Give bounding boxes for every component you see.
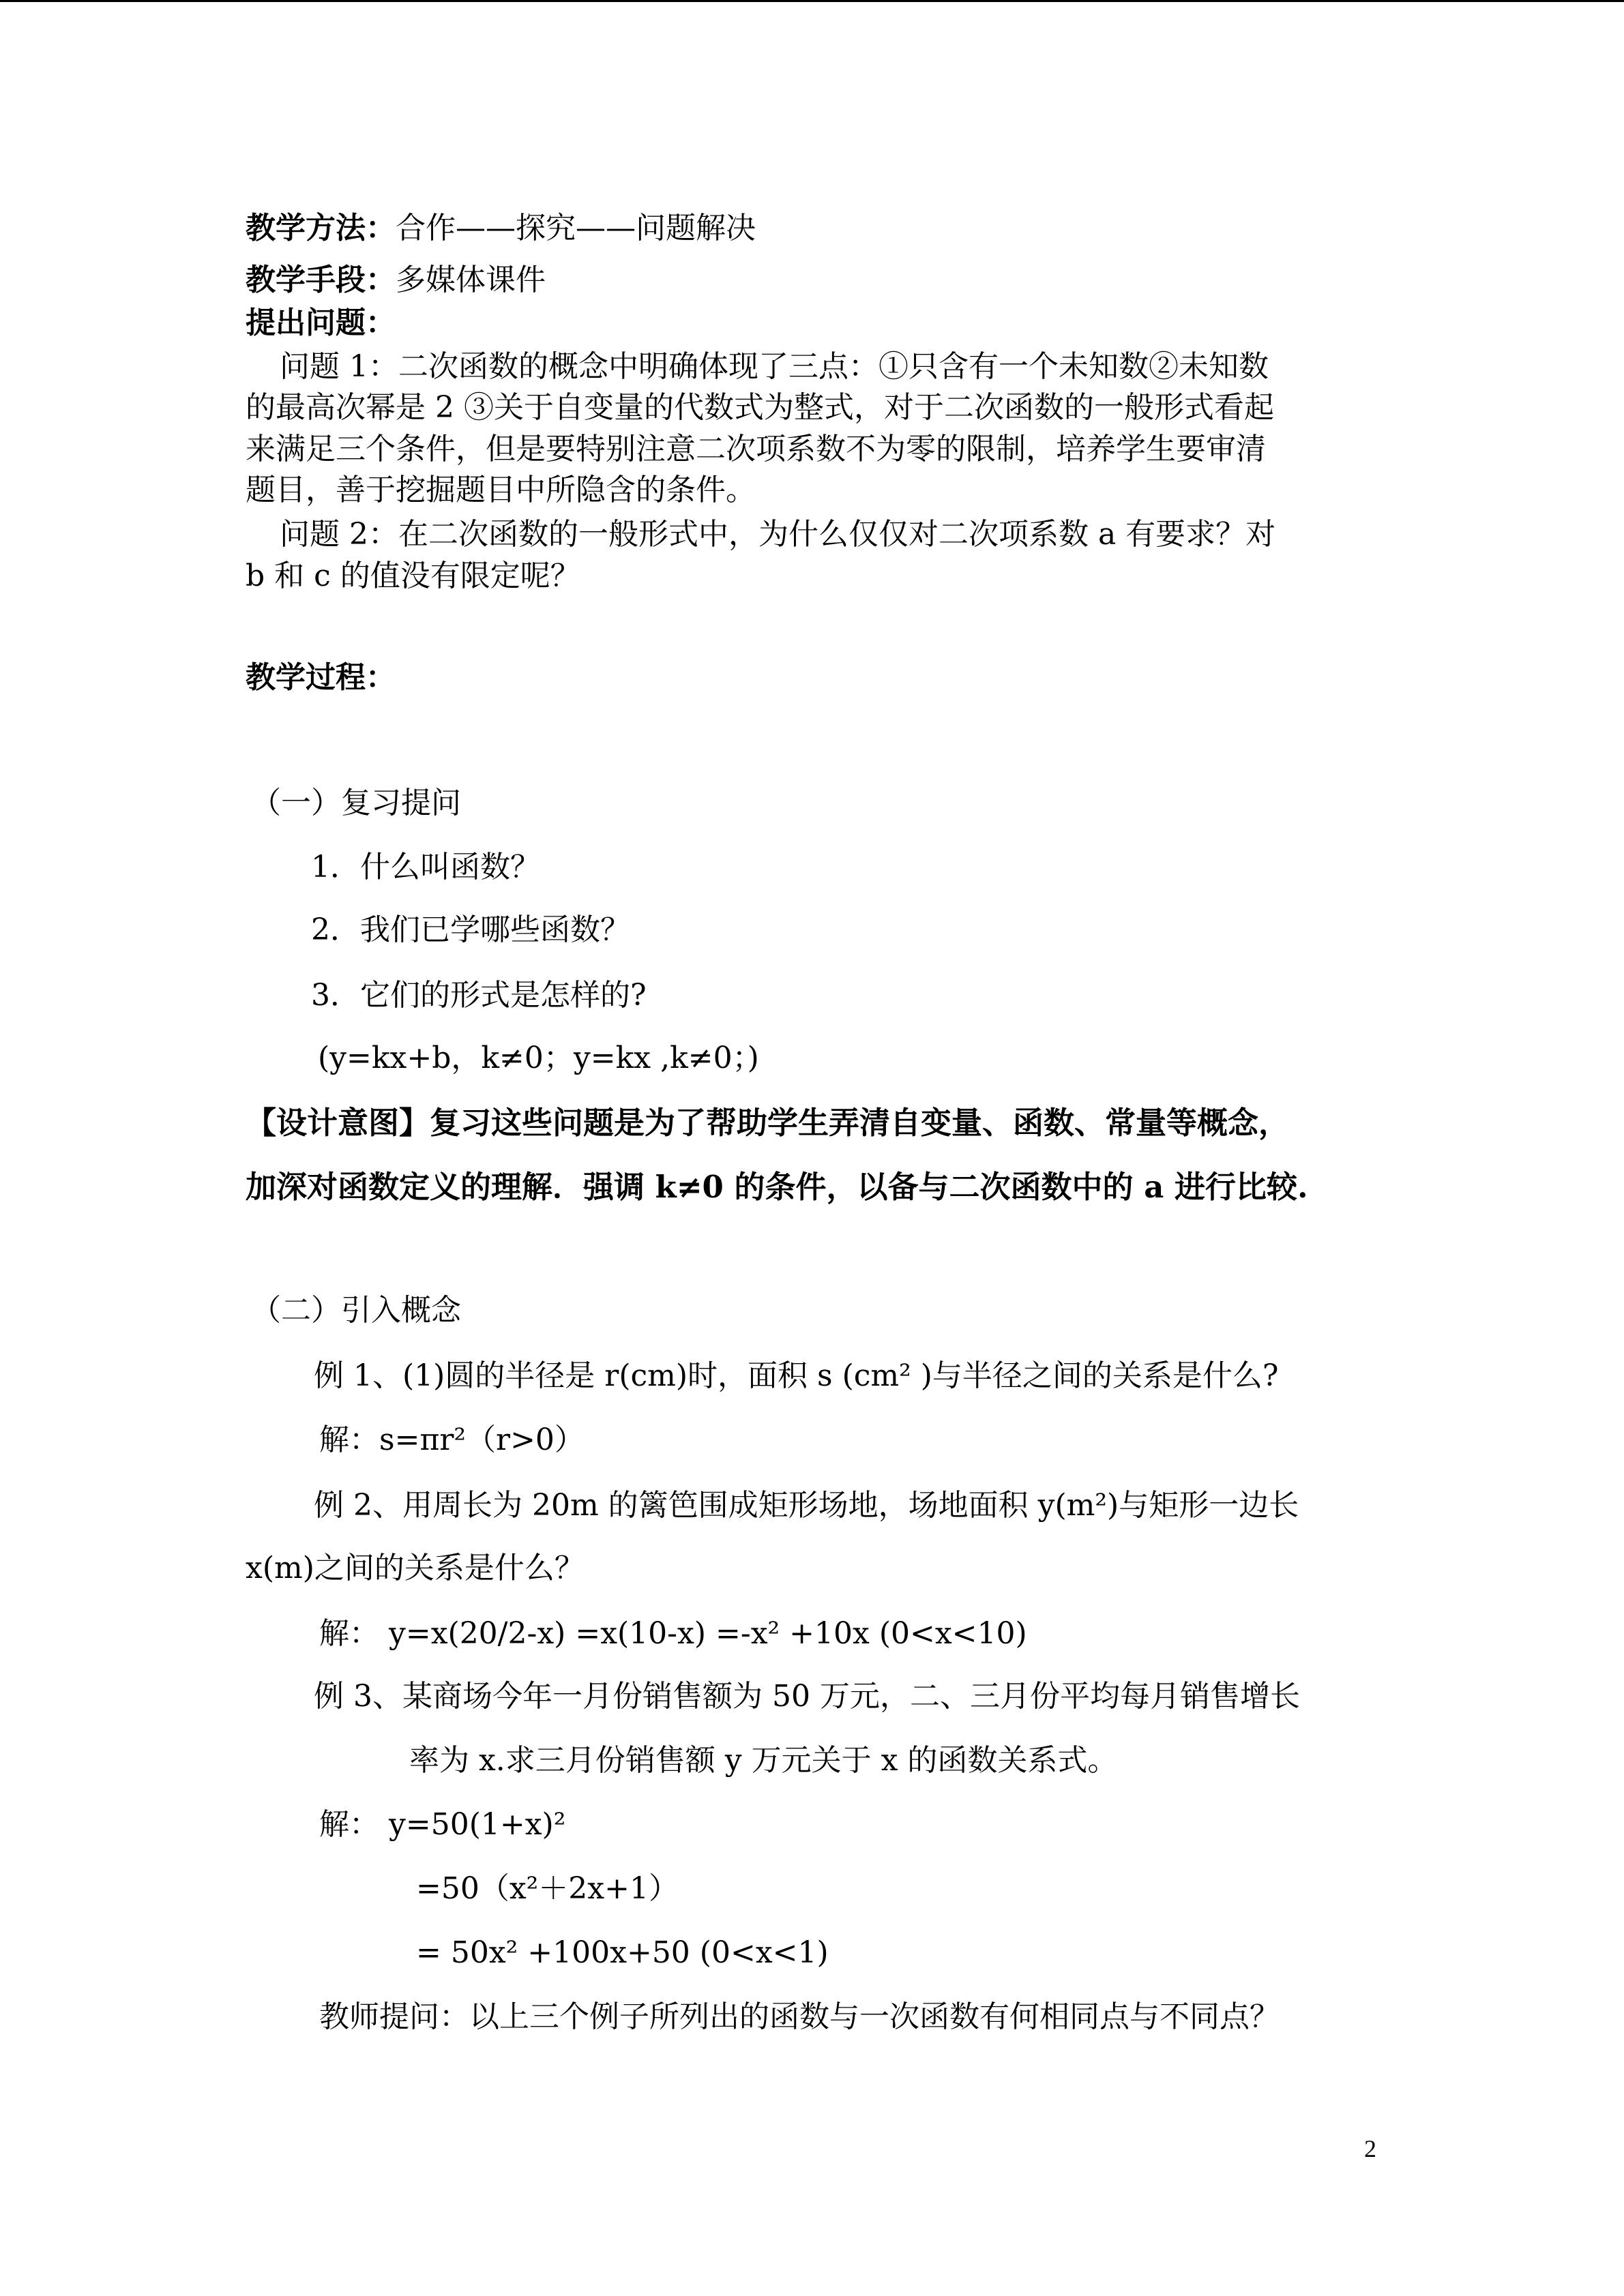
- method-label: 教学方法：: [246, 211, 396, 245]
- means-label: 教学手段：: [246, 263, 396, 297]
- review-item-1: 1．什么叫函数？: [311, 850, 540, 884]
- teacher-question: 教师提问：以上三个例子所列出的函数与一次函数有何相同点与不同点？: [319, 1999, 1280, 2034]
- q1-line-1: 问题 1：二次函数的概念中明确体现了三点：①只含有一个未知数②未知数: [280, 349, 1269, 384]
- method-value: 合作——探究——问题解决: [396, 211, 756, 245]
- q1-line-3: 来满足三个条件，但是要特别注意二次项系数不为零的限制，培养学生要审清: [246, 432, 1266, 466]
- means-line: [246, 265, 546, 295]
- example-1: 例 1、(1)圆的半径是 r(cm)时，面积 s (cm² )与半径之间的关系是什么?: [314, 1358, 1279, 1393]
- example-2-line-2: x(m)之间的关系是什么？: [246, 1551, 585, 1585]
- concepts-heading: （二）引入概念: [251, 1293, 461, 1328]
- top-border: [0, 0, 1624, 2]
- example-3-solution-1: 解： y=50(1+x)²: [319, 1807, 566, 1842]
- page-number: 2: [1364, 2135, 1376, 2162]
- q2-line-1: 问题 2：在二次函数的一般形式中，为什么仅仅对二次项系数 a 有要求？对: [280, 517, 1276, 552]
- example-1-solution: 解：s=πr²（r>0）: [319, 1422, 585, 1457]
- example-2-solution: 解： y=x(20/2-x) =x(10-x) =-x² +10x (0<x<10): [319, 1616, 1027, 1651]
- example-2-line-1: 例 2、用周长为 20m 的篱笆围成矩形场地，场地面积 y(m²)与矩形一边长: [314, 1488, 1299, 1523]
- review-item-2: 2．我们已学哪些函数？: [311, 912, 630, 947]
- design-intent-line-2: 加深对函数定义的理解．强调 k≠0 的条件，以备与二次函数中的 a 进行比较.: [246, 1169, 1308, 1205]
- method-line: [246, 213, 756, 243]
- example-3-solution-3: = 50x² +100x+50 (0<x<1): [416, 1935, 829, 1970]
- design-intent-line-1: 【设计意图】复习这些问题是为了帮助学生弄清自变量、函数、常量等概念，: [246, 1105, 1290, 1141]
- q1-line-2: 的最高次幂是 2 ③关于自变量的代数式为整式，对于二次函数的一般形式看起: [246, 390, 1274, 425]
- q2-line-2: b 和 c 的值没有限定呢？: [246, 558, 580, 593]
- questions-label: 提出问题：: [246, 305, 396, 340]
- q1-line-4: 题目，善于挖掘题目中所隐含的条件。: [246, 473, 756, 507]
- review-heading: （一）复习提问: [251, 786, 461, 820]
- example-3-solution-2: =50（x²＋2x+1）: [416, 1871, 679, 1906]
- example-3-line-1: 例 3、某商场今年一月份销售额为 50 万元，二、三月份平均每月销售增长: [314, 1679, 1300, 1714]
- review-item-3: 3．它们的形式是怎样的?: [311, 978, 647, 1013]
- review-answer: (y=kx+b，k≠0；y=kx ,k≠0；): [318, 1041, 759, 1075]
- process-label: 教学过程：: [246, 660, 396, 695]
- example-3-line-2: 率为 x.求三月份销售额 y 万元关于 x 的函数关系式。: [409, 1743, 1118, 1778]
- means-value: 多媒体课件: [396, 263, 546, 297]
